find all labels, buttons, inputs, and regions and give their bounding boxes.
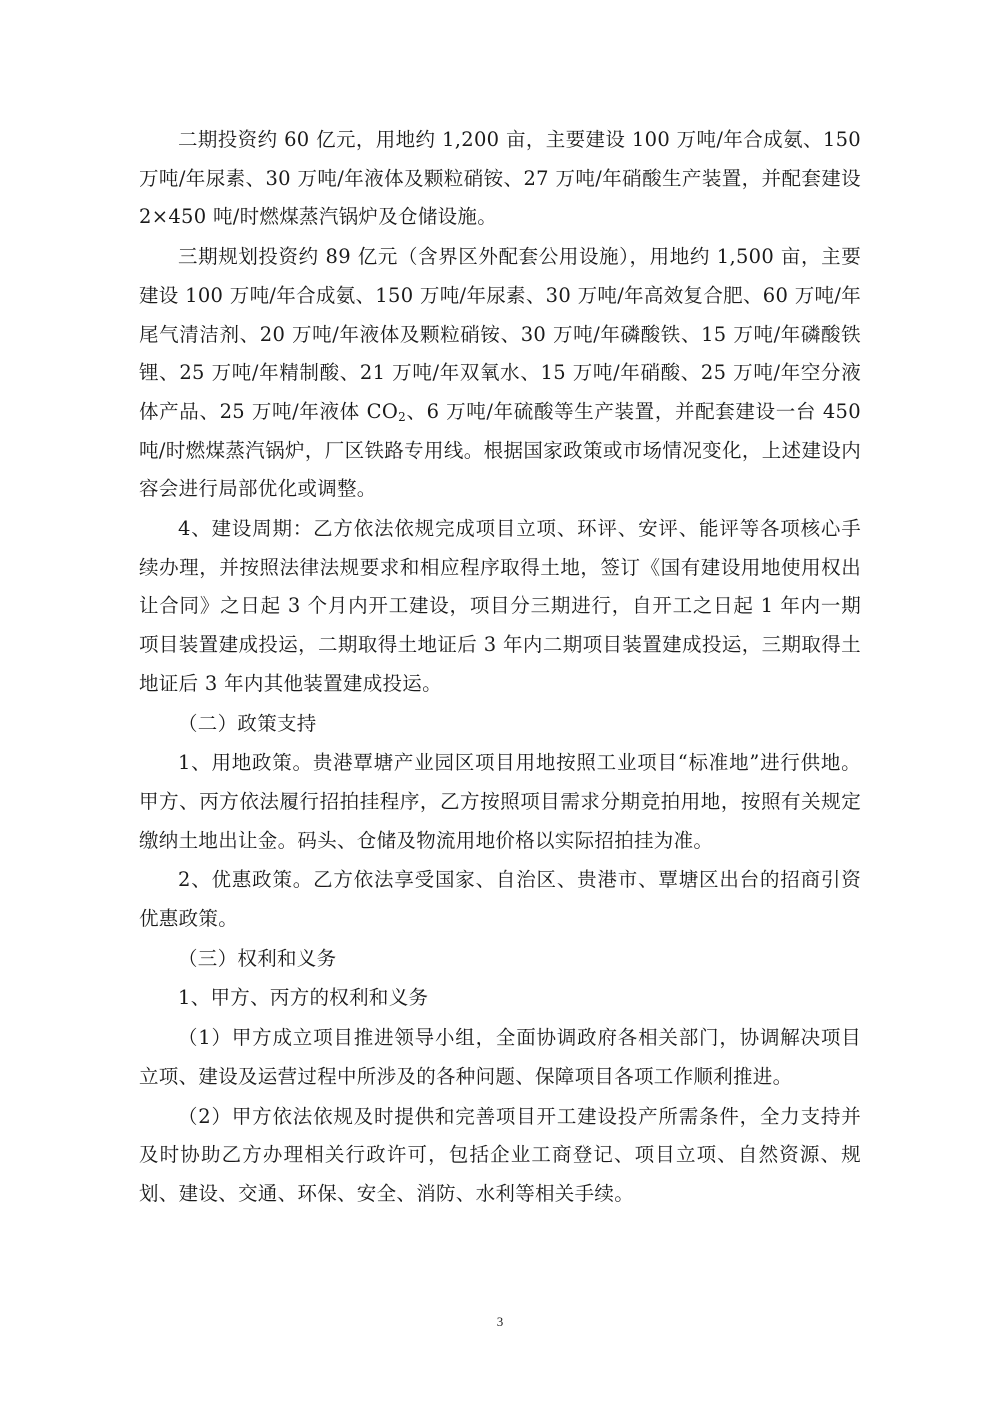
paragraph-clause-2: （2）甲方依法依规及时提供和完善项目开工建设投产所需条件，全力支持并及时协助乙方办理相关行政许可，包括企业工商登记、项目立项、自然资源、规划、建设、交通、环保、安全、消防、水利等相关手续。 bbox=[139, 1104, 861, 1205]
heading-party-a-c-rights: 1、甲方、丙方的权利和义务 bbox=[178, 986, 429, 1010]
page-number: 3 bbox=[496, 1314, 504, 1329]
phase-three-text-after: 、6 万吨/年硫酸等生产装置，并配套建设一台 450 吨/时燃煤蒸汽锅炉，厂区铁路专用线。根据国家政策或市场情况变化，上述建设内容会进行局部优化或调整。 bbox=[139, 399, 861, 501]
paragraph-land-policy: 1、用地政策。贵港覃塘产业园区项目用地按照工业项目“标准地”进行供地。甲方、丙方依法履行招拍挂程序，乙方按照项目需求分期竞拍用地，按照有关规定缴纳土地出让金。码头、仓储及物流用地价格以实际招拍挂为准。 bbox=[139, 751, 861, 852]
paragraph-clause-1: （1）甲方成立项目推进领导小组，全面协调政府各相关部门，协调解决项目立项、建设及运营过程中所涉及的各种问题、保障项目各项工作顺利推进。 bbox=[139, 1026, 861, 1088]
paragraph-phase-two: 二期投资约 60 亿元，用地约 1,200 亩，主要建设 100 万吨/年合成氨、150 万吨/年尿素、30 万吨/年液体及颗粒硝铵、27 万吨/年硝酸生产装置，并配套建设 2×450 吨/时燃煤蒸汽锅炉及仓储设施。 bbox=[139, 128, 861, 229]
co2-subscript: 2 bbox=[398, 409, 407, 424]
paragraph-construction-period: 4、建设周期：乙方依法依规完成项目立项、环评、安评、能评等各项核心手续办理，并按照法律法规要求和相应程序取得土地，签订《国有建设用地使用权出让合同》之日起 3 个月内开工建设，项目分三期进行，自开工之日起 1 年内一期项目装置建成投运，二期取得土地证后 3 年内二期项目装置建成投运，三期取得土地证后 3 年内其他装置建成投运。 bbox=[139, 517, 861, 695]
phase-three-text-before: 三期规划投资约 89 亿元（含界区外配套公用设施），用地约 1,500 亩，主要建设 100 万吨/年合成氨、150 万吨/年尿素、30 万吨/年高效复合肥、60 万吨/年尾气清洁剂、20 万吨/年液体及颗粒硝铵、30 万吨/年磷酸铁、15 万吨/年磷酸铁锂、25 万吨/年精制酸、21 万吨/年双氧水、15 万吨/年硝酸、25 万吨/年空分液体产品、25 万吨/年液体 CO bbox=[139, 245, 861, 423]
heading-policy-support: （二）政策支持 bbox=[178, 711, 317, 735]
paragraph-phase-three bbox=[139, 238, 861, 509]
paragraph-preferential-policy: 2、优惠政策。乙方依法享受国家、自治区、贵港市、覃塘区出台的招商引资优惠政策。 bbox=[139, 868, 861, 931]
document-body bbox=[139, 121, 861, 1215]
heading-rights-obligations: （三）权利和义务 bbox=[178, 946, 337, 970]
